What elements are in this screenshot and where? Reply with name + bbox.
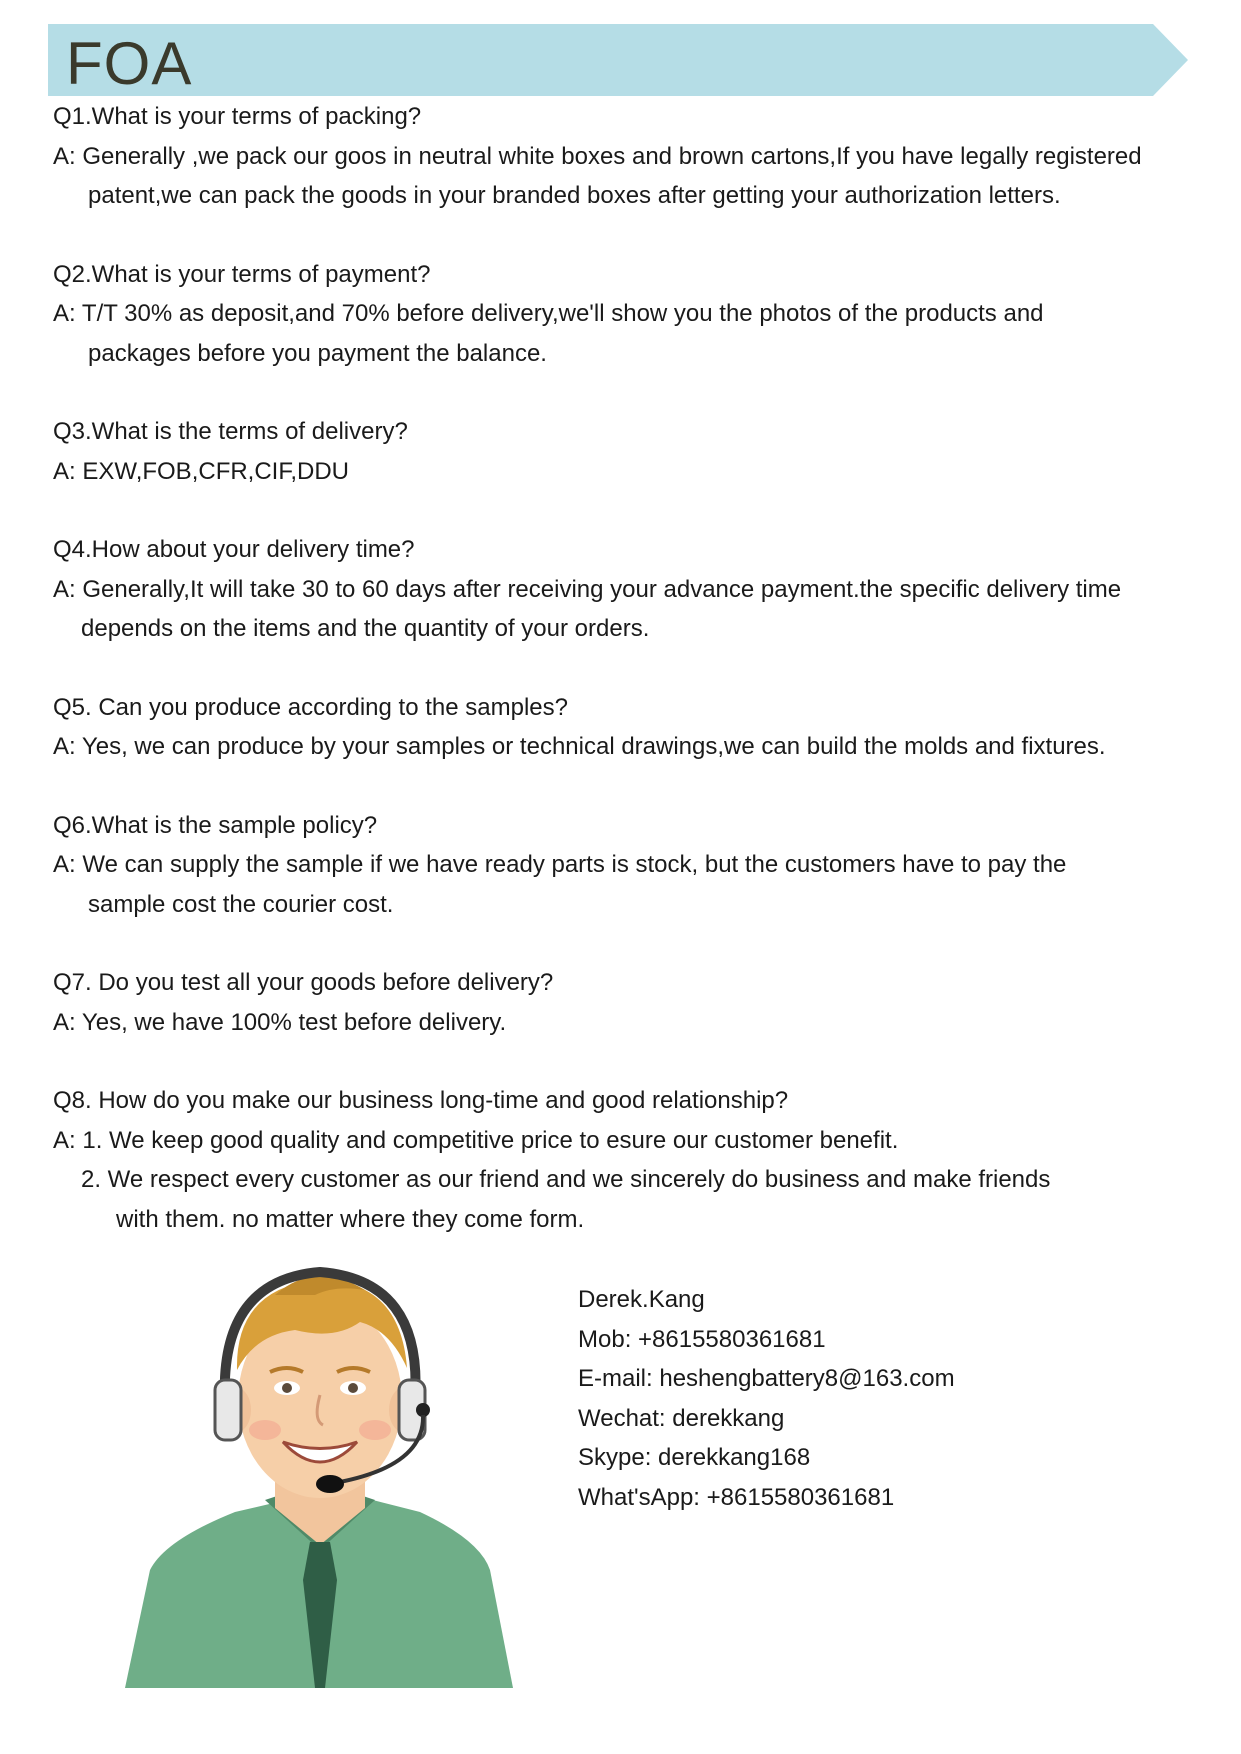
faq-item: [53, 255, 1203, 374]
faq-question: Q5. Can you produce according to the samples?: [53, 693, 568, 721]
faq-item: [53, 1081, 1203, 1239]
contact-skype: Skype: derekkang168: [578, 1444, 811, 1471]
faq-answer-line: A: Generally,It will take 30 to 60 days after receiving your advance payment.the specific delivery time: [53, 575, 1122, 603]
faq-question: Q2.What is your terms of payment?: [53, 260, 431, 288]
contact-block: [578, 1280, 955, 1517]
banner-arrow-shape: [48, 24, 1188, 96]
faq-answer-line: sample cost the courier cost.: [88, 890, 394, 918]
faq-answer-line: A: Yes, we have 100% test before delivery.: [53, 1008, 507, 1036]
contact-wechat: Wechat: derekkang: [578, 1404, 785, 1432]
faq-question: Q7. Do you test all your goods before delivery?: [53, 969, 554, 996]
contact-whatsapp: What'sApp: +8615580361681: [578, 1483, 895, 1511]
faq-item: [53, 688, 1203, 767]
faq-question: Q8. How do you make our business long-time and good relationship?: [53, 1087, 789, 1114]
faq-item: [53, 963, 1203, 1042]
faq-answer-line: A: EXW,FOB,CFR,CIF,DDU: [53, 457, 350, 485]
faq-question: Q6.What is the sample policy?: [53, 811, 378, 839]
faq-question: Q4.How about your delivery time?: [53, 536, 415, 563]
faq-answer-line: A: 1. We keep good quality and competitive price to esure our customer benefit.: [53, 1126, 899, 1154]
customer-service-agent-icon: [125, 1250, 513, 1688]
faq-answer-line: depends on the items and the quantity of your orders.: [81, 615, 650, 642]
contact-mobile: Mob: +8615580361681: [578, 1325, 826, 1353]
page-title: FOA: [66, 30, 193, 97]
faq-answer-line: 2. We respect every customer as our friend and we sincerely do business and make friends: [81, 1166, 1051, 1193]
faq-item: [53, 806, 1203, 925]
faq-answer-line: A: Generally ,we pack our goos in neutral white boxes and brown cartons,If you have legally registered: [53, 142, 1142, 170]
faq-list: [53, 97, 1203, 1278]
faq-answer-line: patent,we can pack the goods in your branded boxes after getting your authorization letters.: [88, 182, 1061, 209]
faq-item: [53, 97, 1203, 216]
faq-answer-line: A: Yes, we can produce by your samples or technical drawings,we can build the molds and fixtures.: [53, 733, 1106, 760]
faq-item: [53, 412, 1203, 491]
contact-name: Derek.Kang: [578, 1286, 705, 1313]
faq-answer-line: A: T/T 30% as deposit,and 70% before delivery,we'll show you the photos of the products and: [53, 300, 1044, 327]
header-banner: [48, 24, 1188, 96]
faq-answer-line: with them. no matter where they come form.: [116, 1205, 585, 1233]
contact-email: E-mail: heshengbattery8@163.com: [578, 1365, 955, 1392]
faq-answer-line: packages before you payment the balance.: [88, 339, 547, 367]
faq-question: Q1.What is your terms of packing?: [53, 103, 422, 130]
faq-item: [53, 530, 1203, 649]
faq-answer-line: A: We can supply the sample if we have ready parts is stock, but the customers have to pay the: [53, 851, 1067, 878]
faq-question: Q3.What is the terms of delivery?: [53, 418, 408, 445]
